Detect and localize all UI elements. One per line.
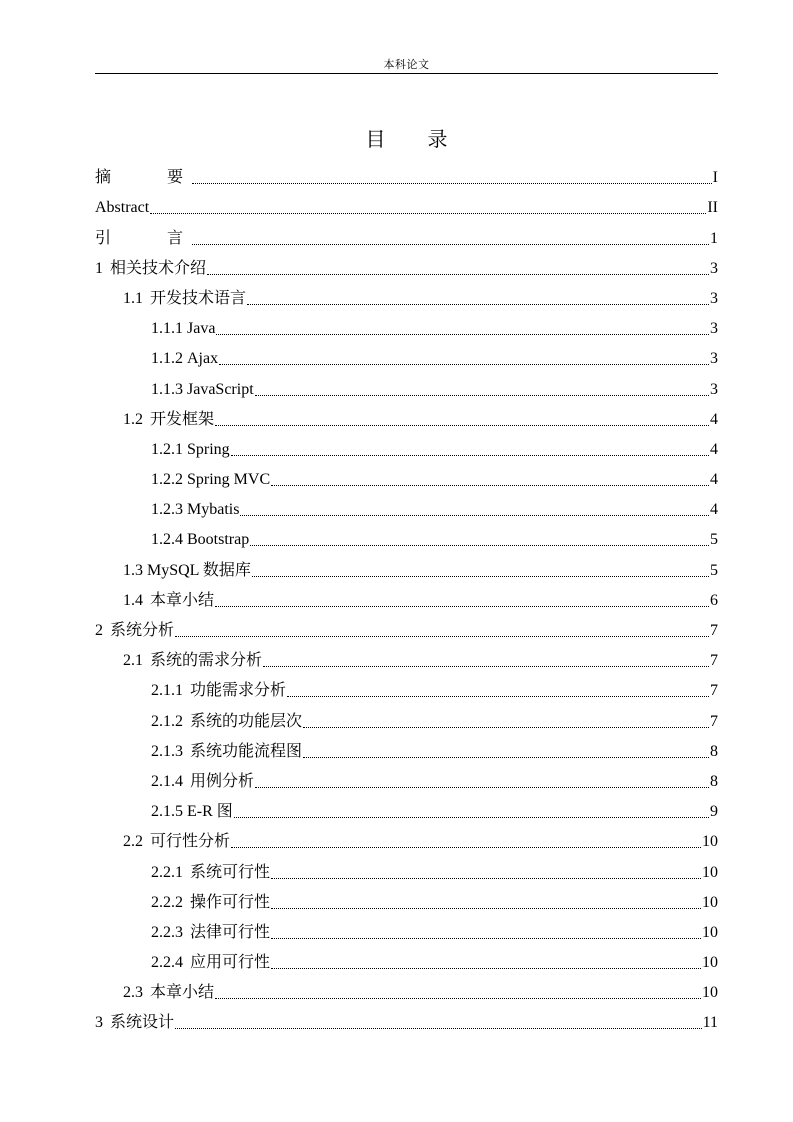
toc-leader-dots xyxy=(175,1018,702,1029)
toc-entry-label: 可行性分析 xyxy=(150,833,231,851)
toc-leader-dots xyxy=(192,234,709,245)
toc-entry-number: 1.2.1 xyxy=(151,440,183,458)
toc-leader-dots xyxy=(255,777,709,788)
toc-leader-dots xyxy=(271,928,701,939)
toc-entry[interactable] xyxy=(95,219,718,249)
toc-leader-dots xyxy=(255,385,709,396)
toc-entry[interactable] xyxy=(95,793,718,823)
toc-entry-page: 8 xyxy=(710,742,718,760)
toc-entry-number: 1.4 xyxy=(123,591,143,609)
toc-entry-label: MySQL 数据库 xyxy=(147,561,251,579)
toc-entry[interactable] xyxy=(95,914,718,944)
table-of-contents xyxy=(95,159,718,1034)
toc-entry[interactable] xyxy=(95,853,718,883)
toc-entry-number: 2.1.5 xyxy=(151,803,183,821)
toc-entry[interactable] xyxy=(95,280,718,310)
toc-entry-number: 2.2.3 xyxy=(151,923,183,941)
toc-entry-label: 引 言 xyxy=(95,229,192,247)
toc-entry-page: 5 xyxy=(710,561,718,579)
toc-entry-label: 系统功能流程图 xyxy=(190,742,303,760)
toc-entry-label: 应用可行性 xyxy=(190,954,271,972)
toc-entry[interactable] xyxy=(95,672,718,702)
toc-entry-label: 系统分析 xyxy=(110,622,175,639)
toc-entry-page: 7 xyxy=(710,652,718,670)
toc-entry-label: 相关技术介绍 xyxy=(110,259,207,277)
toc-entry[interactable] xyxy=(95,431,718,461)
toc-entry-number: 2.2 xyxy=(123,833,143,851)
toc-leader-dots xyxy=(150,203,706,214)
toc-entry-label: 系统的功能层次 xyxy=(190,712,303,730)
toc-entry-label: 用例分析 xyxy=(190,772,255,790)
toc-title-second-char: 录 xyxy=(427,129,448,151)
toc-entry-label: 操作可行性 xyxy=(190,893,271,911)
toc-entry-page: 10 xyxy=(702,833,718,851)
toc-entry-page: 4 xyxy=(710,410,718,428)
toc-entry-page: 4 xyxy=(710,501,718,519)
toc-entry-number: 3 xyxy=(95,1014,103,1032)
toc-entry[interactable] xyxy=(95,1004,718,1034)
toc-entry[interactable] xyxy=(95,521,718,551)
page-header: 本科论文 xyxy=(383,59,430,71)
toc-title xyxy=(0,126,793,154)
toc-leader-dots xyxy=(271,868,701,879)
toc-leader-dots xyxy=(215,596,709,607)
toc-entry-number: 2.2.1 xyxy=(151,863,183,881)
toc-leader-dots xyxy=(219,354,709,365)
toc-leader-dots xyxy=(192,173,712,184)
toc-entry[interactable] xyxy=(95,189,718,219)
toc-title-first-char: 目 xyxy=(365,129,386,151)
toc-leader-dots xyxy=(234,807,709,818)
toc-entry-page: 7 xyxy=(710,682,718,700)
toc-entry-label: Ajax xyxy=(187,350,219,368)
toc-entry-page: 1 xyxy=(710,229,718,247)
toc-entry-page: 7 xyxy=(710,622,718,639)
toc-entry[interactable] xyxy=(95,310,718,340)
toc-entry-label: Mybatis xyxy=(187,501,240,519)
toc-leader-dots xyxy=(240,505,709,516)
toc-entry-number: 1.1.2 xyxy=(151,350,183,368)
toc-entry-label: 功能需求分析 xyxy=(190,682,287,700)
toc-entry-number: 2.2.2 xyxy=(151,893,183,911)
toc-entry-page: 3 xyxy=(710,350,718,368)
toc-entry-number: 2.3 xyxy=(123,984,143,1002)
toc-leader-dots xyxy=(216,324,709,335)
toc-entry-page: 3 xyxy=(710,259,718,277)
toc-entry[interactable] xyxy=(95,763,718,793)
toc-entry-number: 1.2 xyxy=(123,410,143,428)
toc-leader-dots xyxy=(215,415,709,426)
toc-entry-number: 1 xyxy=(95,259,103,277)
toc-leader-dots xyxy=(231,445,709,456)
toc-entry-page: 10 xyxy=(702,984,718,1002)
toc-entry[interactable] xyxy=(95,250,718,280)
toc-entry-page: 3 xyxy=(710,380,718,398)
toc-entry-number: 2.2.4 xyxy=(151,954,183,972)
toc-entry-page: 6 xyxy=(710,591,718,609)
toc-entry-label: 摘 要 xyxy=(95,169,192,187)
toc-entry[interactable] xyxy=(95,884,718,914)
toc-entry-number: 2.1.3 xyxy=(151,742,183,760)
toc-leader-dots xyxy=(215,988,701,999)
toc-entry-page: 7 xyxy=(710,712,718,730)
toc-entry-number: 1.3 xyxy=(123,561,143,579)
toc-entry-page: 10 xyxy=(702,893,718,911)
toc-entry-page: 10 xyxy=(702,923,718,941)
toc-leader-dots xyxy=(231,837,701,848)
toc-entry-page: 5 xyxy=(710,531,718,549)
toc-entry-page: II xyxy=(707,199,718,217)
toc-entry[interactable] xyxy=(95,733,718,763)
toc-entry-number: 2.1.4 xyxy=(151,772,183,790)
toc-entry-label: 系统可行性 xyxy=(190,863,271,881)
toc-entry-label: 本章小结 xyxy=(150,591,215,609)
toc-entry-page: 3 xyxy=(710,320,718,338)
toc-entry[interactable] xyxy=(95,401,718,431)
toc-leader-dots xyxy=(303,747,709,758)
toc-entry[interactable] xyxy=(95,642,718,672)
toc-leader-dots xyxy=(271,898,701,909)
toc-entry[interactable] xyxy=(95,944,718,974)
toc-entry[interactable] xyxy=(95,702,718,732)
toc-entry-label: 开发技术语言 xyxy=(150,289,247,307)
toc-entry-page: 10 xyxy=(702,863,718,881)
toc-leader-dots xyxy=(252,566,709,577)
toc-entry-page: 10 xyxy=(702,954,718,972)
toc-entry[interactable] xyxy=(95,582,718,612)
toc-entry[interactable] xyxy=(95,551,718,581)
toc-entry-label: E-R 图 xyxy=(187,803,233,821)
toc-entry-number: 2.1 xyxy=(123,652,143,670)
toc-entry-page: 11 xyxy=(702,1014,718,1032)
toc-leader-dots xyxy=(250,535,709,546)
toc-entry-label: Spring MVC xyxy=(187,471,271,489)
toc-entry-label: Spring xyxy=(187,440,230,458)
toc-entry-number: 1.1.1 xyxy=(151,320,183,338)
header-rule xyxy=(95,73,718,74)
toc-entry[interactable] xyxy=(95,974,718,1004)
toc-leader-dots xyxy=(271,475,709,486)
toc-entry-page: 4 xyxy=(710,471,718,489)
toc-entry-number: 1.1 xyxy=(123,289,143,307)
toc-entry-page: 9 xyxy=(710,803,718,821)
toc-entry-label: Abstract xyxy=(95,199,150,217)
toc-entry[interactable] xyxy=(95,340,718,370)
toc-entry[interactable] xyxy=(95,823,718,853)
toc-leader-dots xyxy=(263,656,709,667)
toc-entry-page: 3 xyxy=(710,289,718,307)
toc-entry-page: I xyxy=(712,169,718,187)
toc-entry[interactable] xyxy=(95,159,718,189)
toc-leader-dots xyxy=(287,686,709,697)
toc-leader-dots xyxy=(175,626,709,637)
toc-entry-label: 系统的需求分析 xyxy=(150,652,263,670)
toc-leader-dots xyxy=(303,717,709,728)
toc-entry-number: 2.1.2 xyxy=(151,712,183,730)
toc-entry[interactable] xyxy=(95,491,718,521)
toc-entry[interactable] xyxy=(95,461,718,491)
toc-entry-page: 4 xyxy=(710,440,718,458)
toc-entry-label: 本章小结 xyxy=(150,984,215,1002)
toc-leader-dots xyxy=(247,294,709,305)
toc-entry-number: 1.2.3 xyxy=(151,501,183,519)
toc-entry-page: 8 xyxy=(710,772,718,790)
toc-leader-dots xyxy=(271,958,701,969)
toc-entry-number: 1.1.3 xyxy=(151,380,183,398)
toc-entry-label: Java xyxy=(187,320,216,338)
toc-entry-number: 2.1.1 xyxy=(151,682,183,700)
toc-entry-label: Bootstrap xyxy=(187,531,250,549)
toc-entry-number: 1.2.2 xyxy=(151,471,183,489)
toc-entry-label: 法律可行性 xyxy=(190,923,271,941)
toc-entry-label: JavaScript xyxy=(187,380,254,398)
toc-entry[interactable] xyxy=(95,370,718,400)
toc-entry[interactable] xyxy=(95,612,718,642)
toc-entry-label: 系统设计 xyxy=(110,1014,175,1032)
toc-entry-number: 2 xyxy=(95,622,103,639)
toc-entry-number: 1.2.4 xyxy=(151,531,183,549)
toc-entry-label: 开发框架 xyxy=(150,410,215,428)
toc-leader-dots xyxy=(207,264,709,275)
